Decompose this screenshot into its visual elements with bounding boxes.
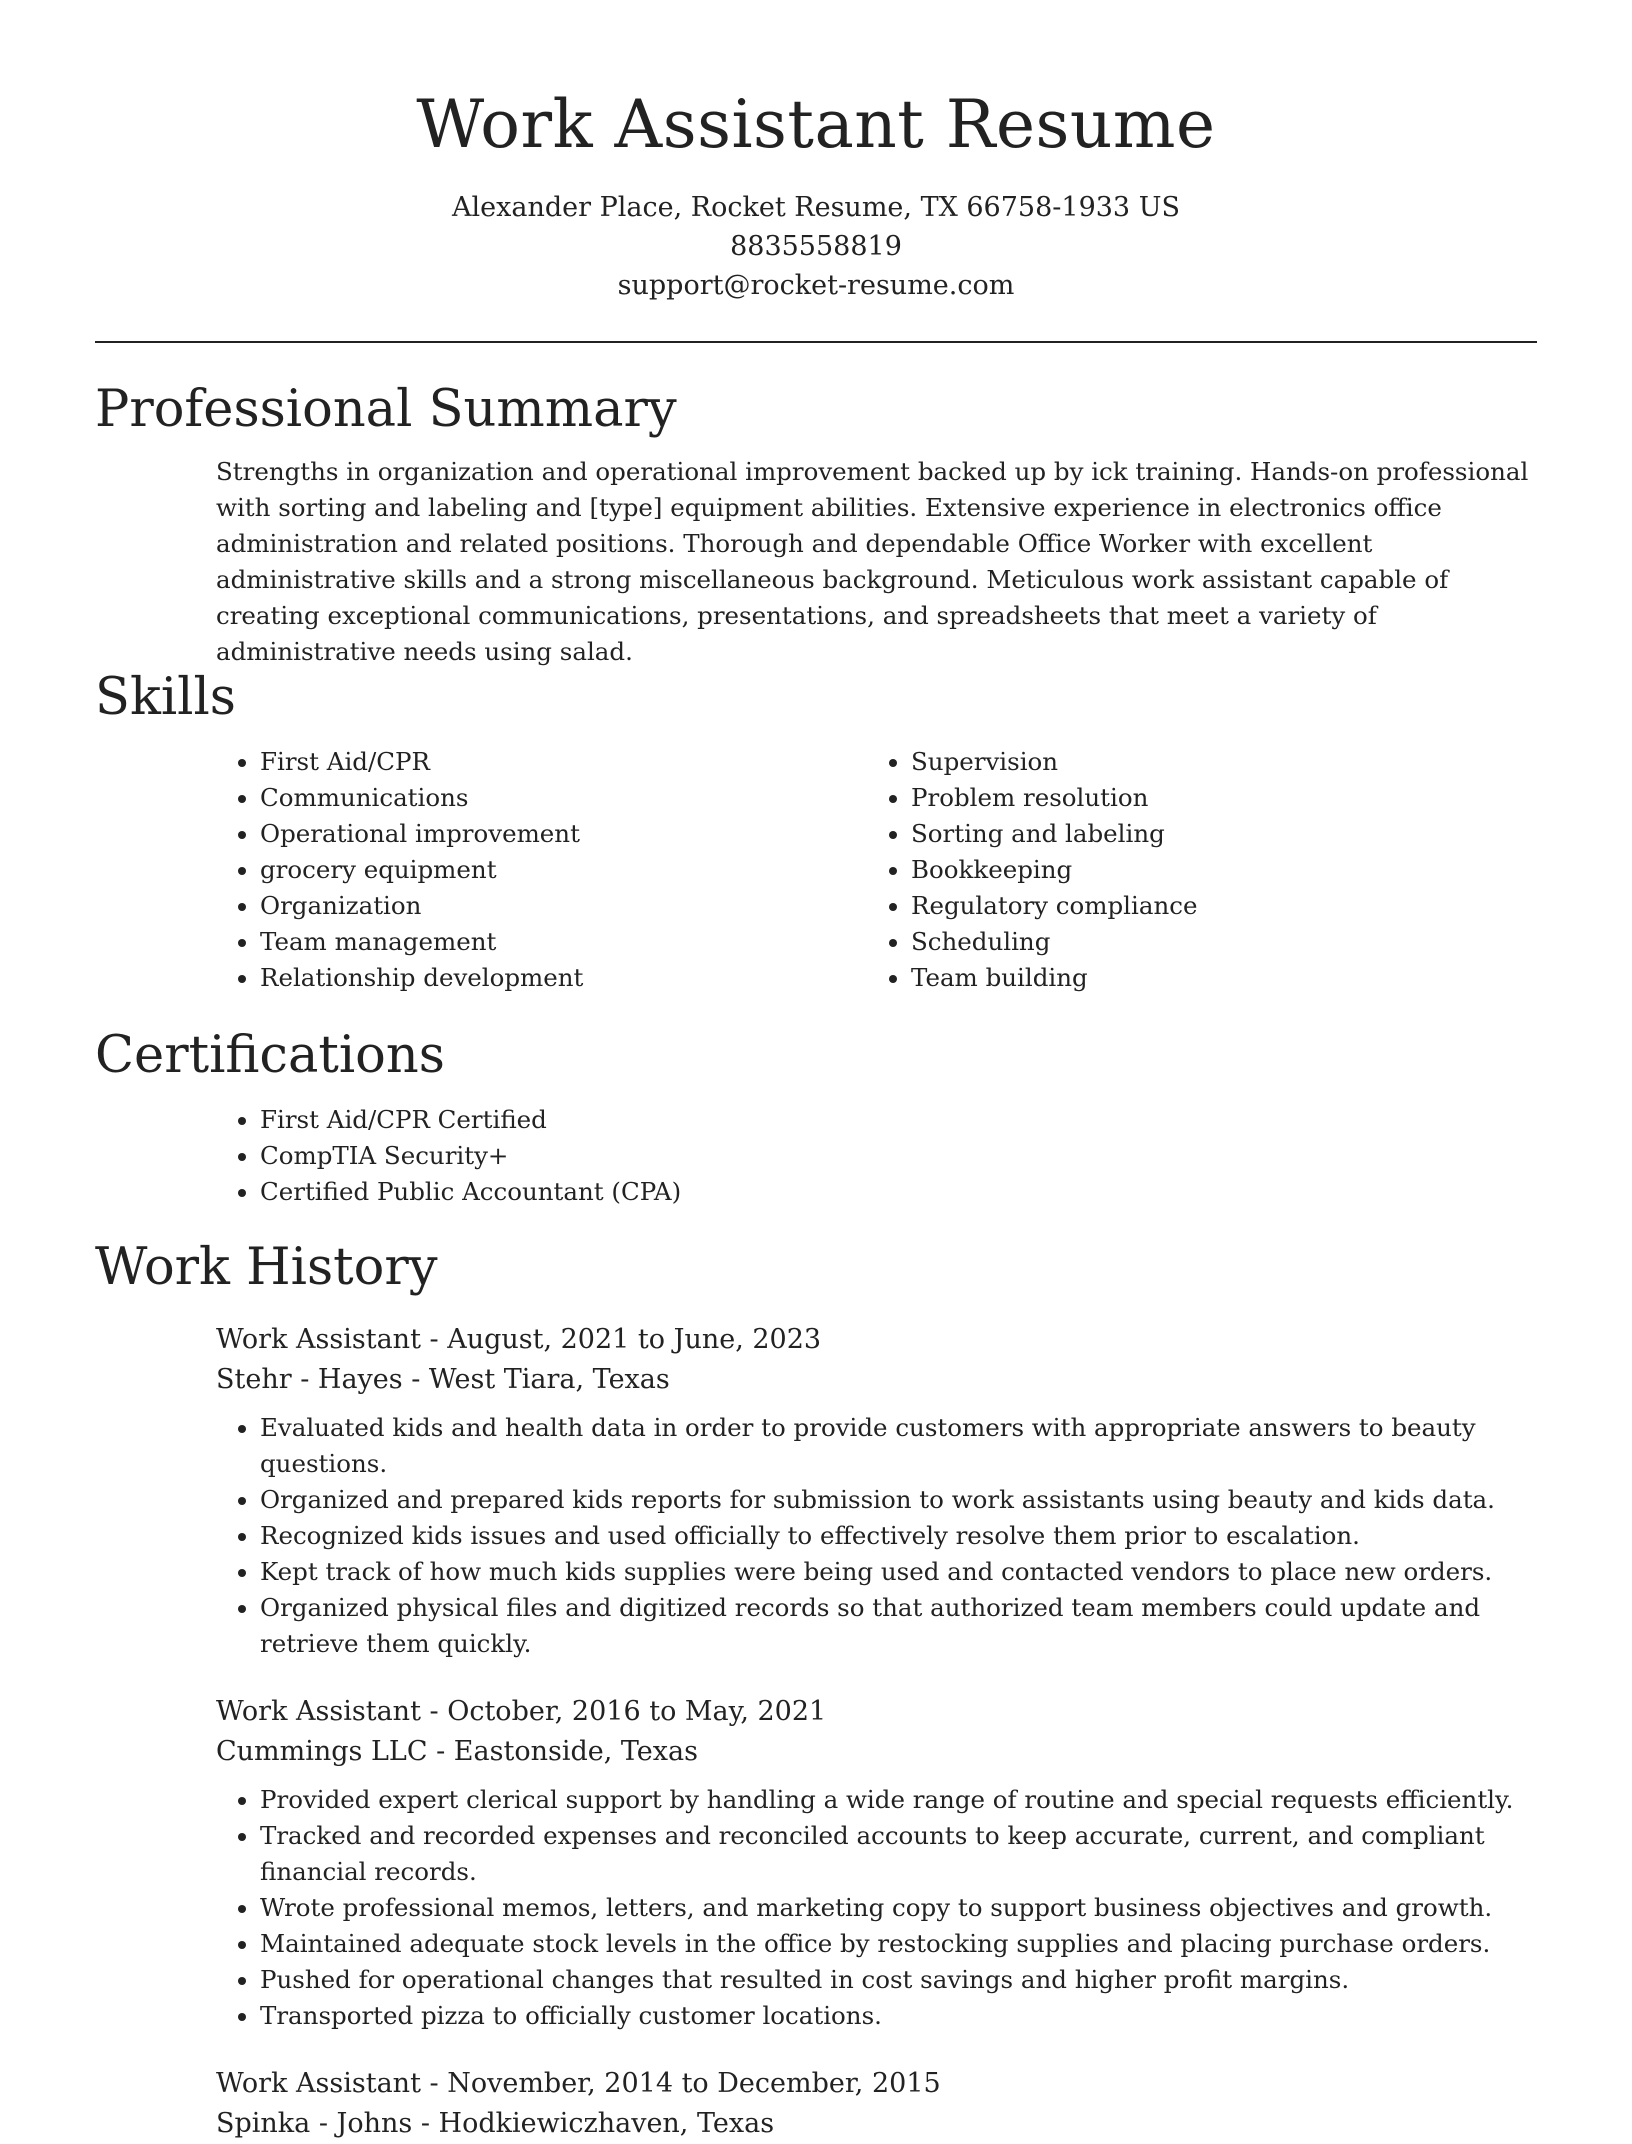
skill-item: • First Aid/CPR	[260, 744, 867, 780]
contact-address: Alexander Place, Rocket Resume, TX 66758-1933 US	[452, 192, 1180, 223]
job-company-line: Cummings LLC - Eastonside, Texas	[216, 1736, 698, 1767]
job-bullet: • Pushed for operational changes that resulted in cost savings and higher profit margins.	[260, 1962, 1537, 1998]
skill-item: • Relationship development	[260, 960, 867, 996]
skill-item: • Team management	[260, 924, 867, 960]
skills-list-left	[216, 744, 867, 996]
skills-columns	[216, 744, 1537, 996]
skill-item: • Team building	[911, 960, 1518, 996]
summary-text: Strengths in organization and operational improvement backed up by ick training. Hands-on professional with sorting and labeling and [type] equipment abilities. Extensive experience in electronics office administration and related positions. Thorough and dependable Office Worker with excellent administrative skills and a strong miscellaneous background. Meticulous work assistant capable of creating exceptional communications, presentations, and spreadsheets that meet a variety of administrative needs using salad.	[216, 457, 1529, 666]
skills-list-right	[867, 744, 1518, 996]
job-bullet: • Evaluated kids and health data in order to provide customers with appropriate answers to beauty questions.	[260, 1410, 1537, 1482]
skill-item: • Organization	[260, 888, 867, 924]
certification-item: • First Aid/CPR Certified	[260, 1102, 1537, 1138]
job-company-line: Stehr - Hayes - West Tiara, Texas	[216, 1364, 670, 1395]
work-history-heading: Work History	[95, 1238, 438, 1297]
work-history-section	[95, 1238, 1537, 2144]
skill-item: • Supervision	[911, 744, 1518, 780]
job-entry	[216, 1692, 1537, 2034]
job-company-line: Spinka - Johns - Hodkiewiczhaven, Texas	[216, 2108, 775, 2139]
skill-item: • Problem resolution	[911, 780, 1518, 816]
contact-phone: 8835558819	[730, 231, 902, 262]
resume-title: Work Assistant Resume	[416, 86, 1216, 163]
skill-item: • grocery equipment	[260, 852, 867, 888]
skill-item: • Communications	[260, 780, 867, 816]
job-bullets	[216, 1410, 1537, 1662]
job-title-line: Work Assistant - October, 2016 to May, 2021	[216, 1696, 827, 1727]
job-bullet: • Maintained adequate stock levels in the office by restocking supplies and placing purchase orders.	[260, 1926, 1537, 1962]
job-entry	[216, 1320, 1537, 1662]
certification-item: • Certified Public Accountant (CPA)	[260, 1174, 1537, 1210]
job-entry	[216, 2064, 1537, 2144]
job-bullet: • Organized physical files and digitized records so that authorized team members could update and retrieve them quickly.	[260, 1590, 1537, 1662]
job-title-line: Work Assistant - August, 2021 to June, 2023	[216, 1324, 822, 1355]
summary-heading: Professional Summary	[95, 380, 677, 439]
contact-block	[0, 188, 1632, 305]
certifications-heading: Certifications	[95, 1026, 445, 1085]
job-bullet: • Provided expert clerical support by handling a wide range of routine and special requests efficiently.	[260, 1782, 1537, 1818]
job-bullet: • Recognized kids issues and used officially to effectively resolve them prior to escalation.	[260, 1518, 1537, 1554]
certification-item: • CompTIA Security+	[260, 1138, 1537, 1174]
job-bullet: • Transported pizza to officially customer locations.	[260, 1998, 1537, 2034]
job-bullet: • Kept track of how much kids supplies were being used and contacted vendors to place new orders.	[260, 1554, 1537, 1590]
contact-email: support@rocket-resume.com	[617, 270, 1015, 301]
job-bullets	[216, 1782, 1537, 2034]
job-bullet: • Wrote professional memos, letters, and marketing copy to support business objectives and growth.	[260, 1890, 1537, 1926]
summary-section	[95, 380, 1537, 670]
skill-item: • Sorting and labeling	[911, 816, 1518, 852]
resume-header	[0, 0, 1632, 305]
skill-item: • Bookkeeping	[911, 852, 1518, 888]
skill-item: • Scheduling	[911, 924, 1518, 960]
skills-column-right	[867, 744, 1518, 996]
skills-section	[95, 668, 1537, 996]
certifications-list	[216, 1102, 1537, 1210]
skills-heading: Skills	[95, 668, 236, 727]
skill-item: • Regulatory compliance	[911, 888, 1518, 924]
job-title-line: Work Assistant - November, 2014 to December, 2015	[216, 2068, 941, 2099]
certifications-section	[95, 1026, 1537, 1210]
skill-item: • Operational improvement	[260, 816, 867, 852]
certifications-list-wrap	[216, 1102, 1537, 1210]
skills-column-left	[216, 744, 867, 996]
header-divider	[95, 341, 1537, 343]
job-bullet: • Organized and prepared kids reports for submission to work assistants using beauty and kids data.	[260, 1482, 1537, 1518]
job-bullet: • Tracked and recorded expenses and reconciled accounts to keep accurate, current, and compliant financial records.	[260, 1818, 1537, 1890]
